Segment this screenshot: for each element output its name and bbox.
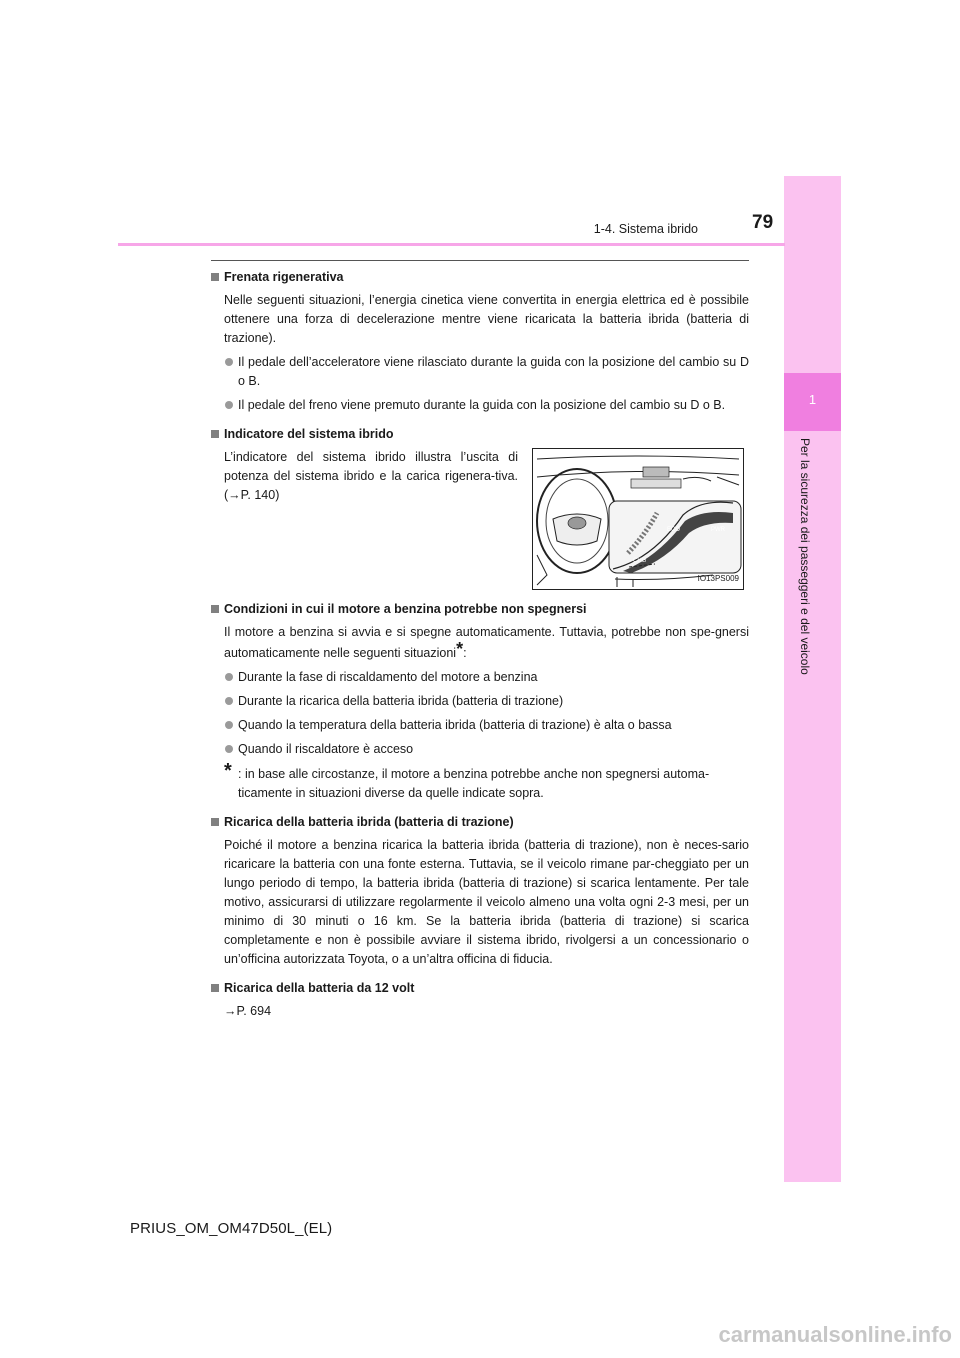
chapter-number: 1: [808, 392, 817, 407]
dashboard-illustration: [532, 448, 744, 590]
regen-body: Nelle seguenti situazioni, l’energia cinetica viene convertita in energia elettrica ed è possibile ottenere una forza di decelerazione mentre viene ricaricata la batteria ibrida (batteria di trazione).: [224, 293, 749, 345]
list-item: Il pedale dell’acceleratore viene rilasciato durante la guida con la posizione del cambio su D o B.: [211, 353, 749, 391]
page-number: 79: [752, 212, 774, 233]
hybrid-indicator-block: [211, 448, 749, 590]
traction-body: Poiché il motore a benzina ricarica la batteria ibrida (batteria di trazione), non è neces-sario ricaricare la batteria con una fonte esterna. Tuttavia, se il veicolo rimane par-cheggiato per un lungo periodo di tempo, la batteria ibrida (batteria di trazione) si scarica lentamente. Per tale motivo, assicurarsi di utilizzare regolarmente il veicolo almeno una volta ogni 2-3 mesi, per un minimo di 30 minuti o 16 km. Se la batteria ibrida (batteria di trazione) si scarica completamente e non è possibile avviare il sistema ibrido, rivolgersi a un concessionario o un’officina autorizzata Toyota, o a un’altra officina di fiducia.: [224, 838, 749, 966]
page-content: [211, 268, 749, 1021]
list-item: Durante la fase di riscaldamento del motore a benzina: [211, 668, 749, 687]
list-item: Quando il riscaldatore è acceso: [211, 740, 749, 759]
list-item: Il pedale del freno viene premuto durante la guida con la posizione del cambio su D o B.: [211, 396, 749, 415]
heading-hybrid-indicator: Indicatore del sistema ibrido: [211, 425, 749, 444]
section-title: 1-4. Sistema ibrido: [593, 222, 698, 236]
header-rule: [118, 243, 785, 246]
dashboard-drawing: [533, 449, 743, 589]
footnote-star: *: [224, 760, 232, 782]
list-item: Quando la temperatura della batteria ibrida (batteria di trazione) è alta o bassa: [211, 716, 749, 735]
engine-body: Il motore a benzina si avvia e si spegne automaticamente. Tuttavia, potrebbe non spe-gnersi automaticamente nelle seguenti situazioni: [224, 625, 749, 660]
figure-id: IO13PS009: [697, 574, 739, 583]
heading-regenerative-braking: Frenata rigenerativa: [211, 268, 749, 287]
engine-body-colon: :: [463, 646, 467, 660]
hybrid-indicator-body: L’indicatore del sistema ibrido illustra l’uscita di potenza del sistema ibrido e la carica rigenera-tiva. (→P. 140): [224, 450, 518, 502]
footnote-marker: *: [456, 639, 464, 659]
heading-engine-conditions: Condizioni in cui il motore a benzina potrebbe non spegnersi: [211, 600, 749, 619]
content-top-divider: [211, 260, 749, 261]
battery12-ref: →P. 694: [224, 1004, 272, 1018]
watermark: carmanualsonline.info: [718, 1322, 952, 1347]
heading-12v-battery: Ricarica della batteria da 12 volt: [211, 979, 749, 998]
pwr-label: PWR: [711, 527, 725, 533]
chapter-side-tab: [784, 176, 841, 1182]
footnote-text: : in base alle circostanze, il motore a benzina potrebbe anche non spegnersi automa-ticamente in situazioni diverse da quelle indicate sopra.: [238, 767, 710, 800]
chg-label: CHG: [633, 558, 647, 564]
document-code: PRIUS_OM_OM47D50L_(EL): [130, 1220, 333, 1237]
footnote: [211, 760, 749, 803]
list-item: Durante la ricarica della batteria ibrida (batteria di trazione): [211, 692, 749, 711]
heading-traction-battery: Ricarica della batteria ibrida (batteria di trazione): [211, 813, 749, 832]
chapter-title: Per la sicurezza dei passeggeri e del veicolo: [798, 438, 812, 675]
engine-body-block: [211, 623, 749, 663]
eco-label: ECO: [667, 527, 681, 533]
